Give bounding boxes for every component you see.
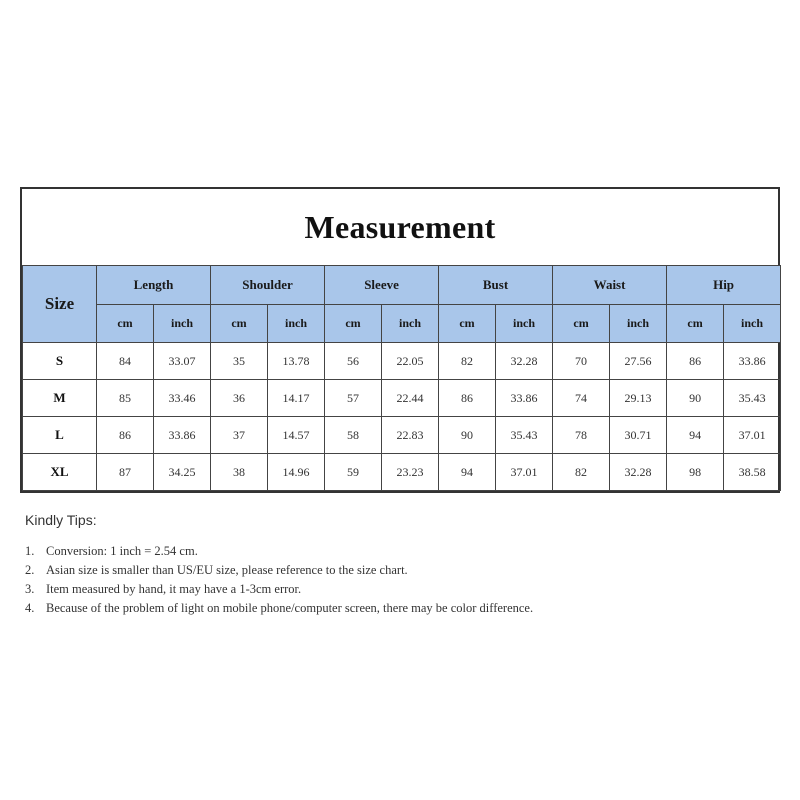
value-cell: 14.57	[268, 417, 325, 454]
size-cell: XL	[23, 454, 97, 491]
value-cell: 22.05	[382, 343, 439, 380]
value-cell: 56	[325, 343, 382, 380]
tip-item	[25, 561, 585, 580]
table-body	[23, 343, 781, 491]
chart-title: Measurement	[304, 208, 496, 245]
unit-header-cm: cm	[439, 305, 496, 343]
size-cell: M	[23, 380, 97, 417]
value-cell: 35	[211, 343, 268, 380]
tip-number: 1.	[25, 544, 35, 558]
group-header-shoulder: Shoulder	[211, 266, 325, 305]
unit-header-inch: inch	[382, 305, 439, 343]
size-cell: S	[23, 343, 97, 380]
value-cell: 22.83	[382, 417, 439, 454]
measurement-chart	[20, 187, 780, 493]
value-cell: 38	[211, 454, 268, 491]
tips-section	[25, 512, 585, 618]
unit-header-cm: cm	[667, 305, 724, 343]
size-cell: L	[23, 417, 97, 454]
tips-title: Kindly Tips:	[25, 512, 97, 528]
value-cell: 86	[667, 343, 724, 380]
value-cell: 29.13	[610, 380, 667, 417]
group-header-hip: Hip	[667, 266, 781, 305]
unit-header-cm: cm	[325, 305, 382, 343]
group-header-sleeve: Sleeve	[325, 266, 439, 305]
value-cell: 90	[667, 380, 724, 417]
value-cell: 33.86	[496, 380, 553, 417]
value-cell: 13.78	[268, 343, 325, 380]
value-cell: 94	[667, 417, 724, 454]
value-cell: 74	[553, 380, 610, 417]
title-band	[22, 189, 778, 265]
size-table	[22, 265, 781, 491]
value-cell: 33.86	[154, 417, 211, 454]
tip-number: 2.	[25, 563, 35, 577]
tips-list	[25, 542, 585, 618]
value-cell: 35.43	[724, 380, 781, 417]
tip-number: 4.	[25, 601, 35, 615]
unit-header-inch: inch	[268, 305, 325, 343]
value-cell: 82	[439, 343, 496, 380]
value-cell: 57	[325, 380, 382, 417]
value-cell: 34.25	[154, 454, 211, 491]
value-cell: 37.01	[724, 417, 781, 454]
unit-header-row	[23, 305, 781, 343]
value-cell: 22.44	[382, 380, 439, 417]
value-cell: 85	[97, 380, 154, 417]
value-cell: 70	[553, 343, 610, 380]
tip-text: Asian size is smaller than US/EU size, please reference to the size chart.	[46, 563, 408, 577]
value-cell: 86	[439, 380, 496, 417]
size-column-header: Size	[23, 266, 97, 343]
value-cell: 14.17	[268, 380, 325, 417]
value-cell: 37.01	[496, 454, 553, 491]
unit-header-cm: cm	[211, 305, 268, 343]
tip-number: 3.	[25, 582, 35, 596]
value-cell: 86	[97, 417, 154, 454]
unit-header-cm: cm	[97, 305, 154, 343]
tip-item	[25, 580, 585, 599]
value-cell: 36	[211, 380, 268, 417]
value-cell: 87	[97, 454, 154, 491]
tip-text: Because of the problem of light on mobile phone/computer screen, there may be color difference.	[46, 601, 534, 615]
value-cell: 37	[211, 417, 268, 454]
tip-text: Item measured by hand, it may have a 1-3cm error.	[46, 582, 302, 596]
value-cell: 94	[439, 454, 496, 491]
group-header-waist: Waist	[553, 266, 667, 305]
value-cell: 90	[439, 417, 496, 454]
tip-text: Conversion: 1 inch = 2.54 cm.	[46, 544, 198, 558]
tip-item	[25, 599, 585, 618]
value-cell: 38.58	[724, 454, 781, 491]
table-row	[23, 417, 781, 454]
value-cell: 30.71	[610, 417, 667, 454]
value-cell: 23.23	[382, 454, 439, 491]
group-header-bust: Bust	[439, 266, 553, 305]
value-cell: 33.07	[154, 343, 211, 380]
value-cell: 33.86	[724, 343, 781, 380]
unit-header-inch: inch	[154, 305, 211, 343]
group-header-row	[23, 266, 781, 305]
value-cell: 84	[97, 343, 154, 380]
value-cell: 98	[667, 454, 724, 491]
tip-item	[25, 542, 585, 561]
unit-header-inch: inch	[724, 305, 781, 343]
value-cell: 59	[325, 454, 382, 491]
value-cell: 32.28	[610, 454, 667, 491]
value-cell: 58	[325, 417, 382, 454]
table-row	[23, 380, 781, 417]
unit-header-cm: cm	[553, 305, 610, 343]
unit-header-inch: inch	[496, 305, 553, 343]
value-cell: 82	[553, 454, 610, 491]
value-cell: 35.43	[496, 417, 553, 454]
table-row	[23, 343, 781, 380]
value-cell: 33.46	[154, 380, 211, 417]
unit-header-inch: inch	[610, 305, 667, 343]
value-cell: 32.28	[496, 343, 553, 380]
table-row	[23, 454, 781, 491]
group-header-length: Length	[97, 266, 211, 305]
value-cell: 27.56	[610, 343, 667, 380]
value-cell: 14.96	[268, 454, 325, 491]
value-cell: 78	[553, 417, 610, 454]
